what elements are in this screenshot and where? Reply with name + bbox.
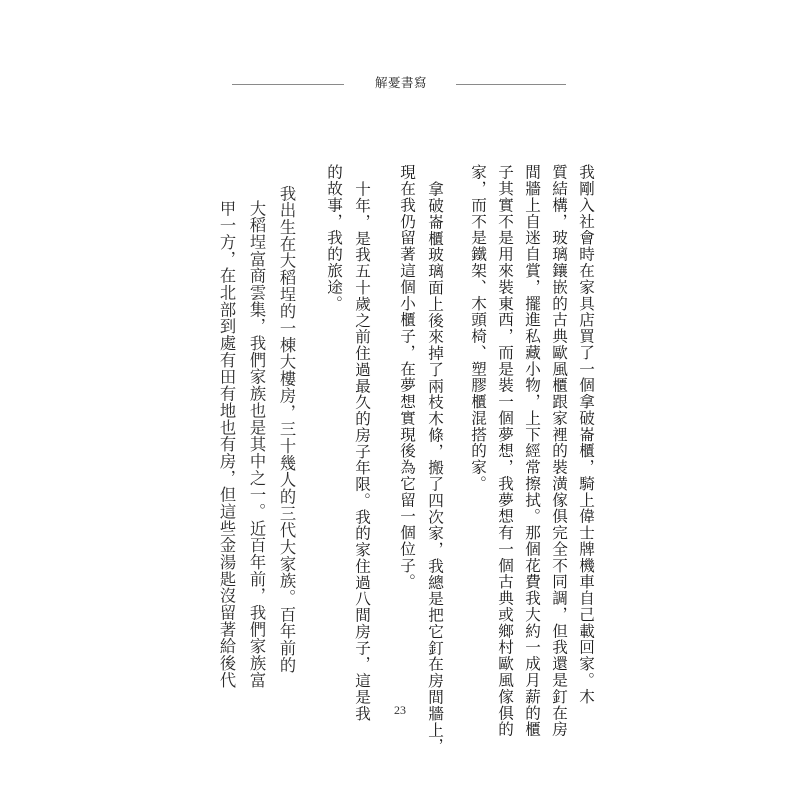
body-column-7: 現在我仍留著這個小櫃子，在夢想實現後為它留一個位子。 xyxy=(398,164,416,590)
running-head-title: 解憂書寫 xyxy=(374,75,427,90)
handwritten-column-3: 甲一方，在北部到處有田有地也有房，但這些金湯匙沒留著給後代 xyxy=(217,200,236,689)
handwritten-column-2: 大稻埕富商雲集，我們家族也是其中之一。近百年前，我們家族富 xyxy=(247,200,266,689)
body-column-2: 質結構，玻璃鑲嵌的古典歐風櫃跟家裡的裝潢傢俱完全不同調，但我還是釘在房 xyxy=(550,164,568,738)
header-rule-left xyxy=(232,84,344,85)
body-column-3: 間牆上自迷自賞，擺進私藏小物，上下經常擦拭。那個花費我大約一成月薪的櫃 xyxy=(523,164,541,738)
body-column-8: 十年，是我五十歲之前住過最久的房子年限。我的家住過八間房子，這是我 xyxy=(353,181,371,722)
body-column-1: 我剛入社會時在家具店買了一個拿破崙櫃，騎上偉士牌機車自己載回家。木 xyxy=(577,164,595,705)
body-column-5: 家，而不是鐵架、木頭椅、塑膠櫃混搭的家。 xyxy=(469,164,487,492)
page-number: 23 xyxy=(394,703,406,717)
body-column-4: 子其實不是用來裝東西，而是裝一個夢想，我夢想有一個古典或鄉村歐風傢俱的 xyxy=(496,164,514,738)
body-column-6: 拿破崙櫃玻璃面上後來掉了兩枝木條，搬了四次家，我總是把它釘在房間牆上， xyxy=(426,181,444,755)
body-column-9: 的故事，我的旅途。 xyxy=(325,164,343,312)
handwritten-column-1: 我出生在大稻埕的一棟大樓房，三十幾人的三代大家族。百年前的 xyxy=(277,185,296,674)
header-rule-right xyxy=(456,84,566,85)
